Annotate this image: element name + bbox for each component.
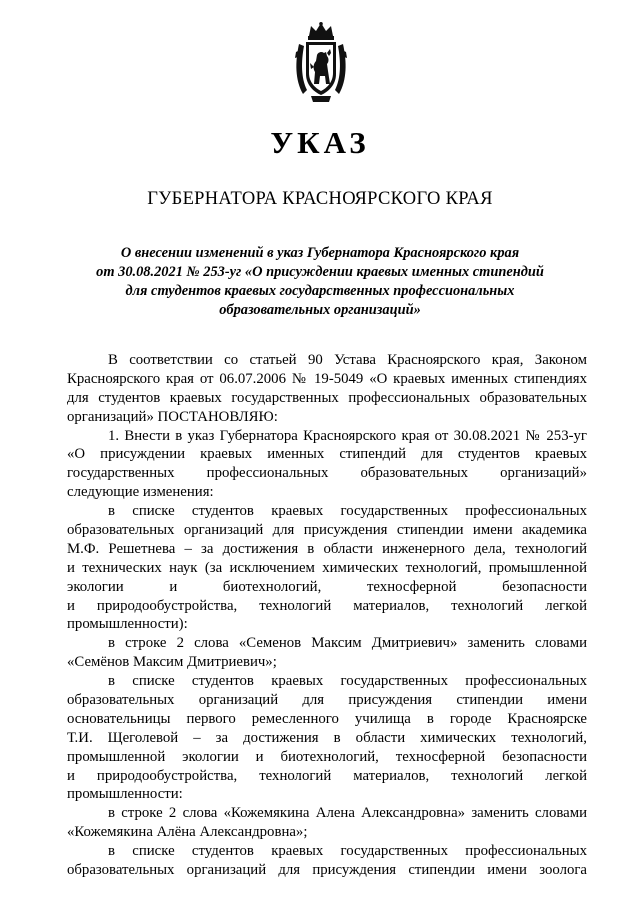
body-line: «Кожемякина Алёна Александровна»; bbox=[67, 824, 308, 841]
body-line: промышленной экологии и биотехнологий, техносферной безопасности bbox=[67, 748, 587, 765]
body-line: экологии и биотехнологий, техносферной безопасности bbox=[67, 578, 587, 595]
body-line: основательницы первого ремесленного училища в городе Красноярске bbox=[67, 710, 587, 727]
body-line: и технических наук (за исключением химических технологий, промышленной bbox=[67, 559, 587, 576]
body-line: в списке студентов краевых государственных профессиональных bbox=[108, 503, 587, 520]
body-line: организаций» ПОСТАНОВЛЯЮ: bbox=[67, 408, 278, 425]
subject-line: образовательных организаций» bbox=[219, 302, 421, 318]
body-line: в списке студентов краевых государственных профессиональных bbox=[108, 673, 587, 690]
body-line: и природообустройства, технологий материалов, технологий легкой bbox=[67, 767, 587, 784]
subject-line: О внесении изменений в указ Губернатора Красноярского края bbox=[120, 245, 520, 261]
body-line: 1. Внести в указ Губернатора Красноярского края от 30.08.2021 № 253-уг bbox=[108, 427, 587, 444]
body-line: для студентов краевых государственных профессиональных образовательных bbox=[67, 389, 587, 406]
body-line: Т.И. Щеголевой – за достижения в области химических технологий, bbox=[67, 729, 587, 746]
document-subject bbox=[80, 244, 560, 320]
body-line: образовательных организаций для присуждения стипендии имени зоолога bbox=[67, 862, 587, 879]
body-line: и природообустройства, технологий материалов, технологий легкой bbox=[67, 597, 587, 614]
document-title: УКАЗ bbox=[270, 125, 370, 160]
body-line: промышленности): bbox=[67, 616, 188, 633]
issuer-heading: ГУБЕРНАТОРА КРАСНОЯРСКОГО КРАЯ bbox=[147, 189, 493, 209]
body-line: Красноярского края от 06.07.2006 № 19-5049 «О краевых именных стипендиях bbox=[67, 370, 587, 387]
document-body bbox=[67, 351, 587, 880]
body-line: «О присуждении краевых именных стипендий для студентов краевых bbox=[67, 446, 587, 463]
body-line: следующие изменения: bbox=[67, 484, 214, 501]
subject-line: для студентов краевых государственных профессиональных bbox=[125, 283, 515, 299]
body-line: В соответствии со статьей 90 Устава Красноярского края, Законом bbox=[108, 352, 587, 368]
body-line: «Семёнов Максим Дмитриевич»; bbox=[67, 654, 277, 671]
body-line: промышленности: bbox=[67, 786, 183, 803]
body-line: в строке 2 слова «Кожемякина Алена Александровна» заменить словами bbox=[108, 805, 587, 822]
body-line: государственных профессиональных образовательных организаций» bbox=[67, 465, 587, 482]
body-line: в строке 2 слова «Семенов Максим Дмитриевич» заменить словами bbox=[108, 635, 587, 652]
body-line: в списке студентов краевых государственных профессиональных bbox=[108, 843, 587, 860]
body-line: образовательных организаций для присуждения стипендии имени академика bbox=[67, 522, 587, 539]
subject-line: от 30.08.2021 № 253-уг «О присуждении краевых именных стипендий bbox=[96, 264, 544, 280]
body-line: М.Ф. Решетнева – за достижения в области инженерного дела, технологий bbox=[67, 540, 587, 557]
coat-of-arms-emblem bbox=[293, 22, 349, 104]
body-line: образовательных организаций для присуждения стипендии имени bbox=[67, 692, 587, 709]
